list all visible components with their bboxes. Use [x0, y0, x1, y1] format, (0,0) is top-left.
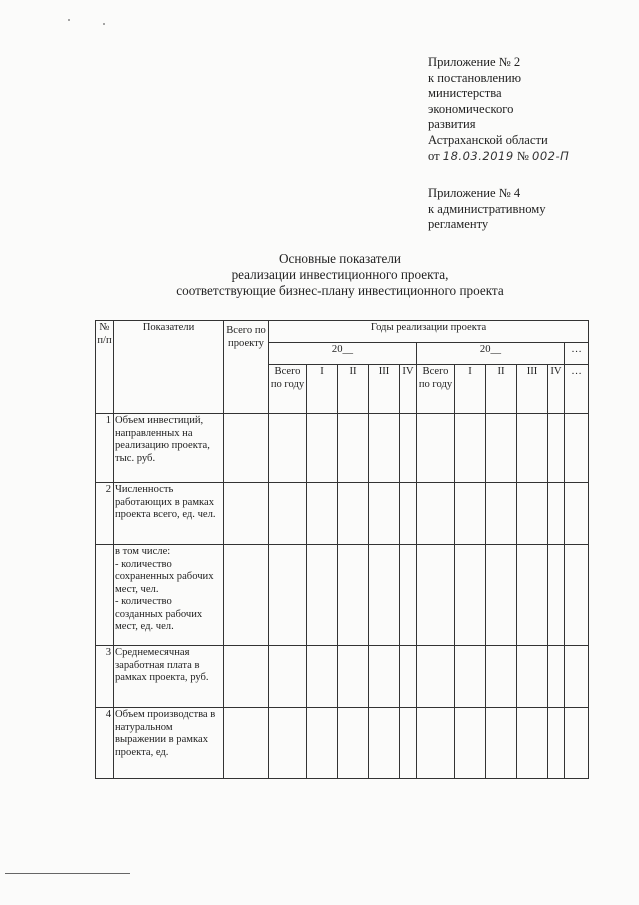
header-year-1: 20__ — [269, 343, 417, 365]
header-quarter: I — [455, 365, 486, 414]
value-cell[interactable] — [417, 708, 455, 779]
value-cell[interactable] — [517, 545, 548, 646]
header-years: Годы реализации проекта — [269, 321, 589, 343]
value-cell[interactable] — [548, 414, 565, 483]
value-cell[interactable] — [224, 646, 269, 708]
ot-label: от — [428, 148, 440, 163]
value-cell[interactable] — [338, 708, 369, 779]
value-cell[interactable] — [307, 646, 338, 708]
value-cell[interactable] — [417, 646, 455, 708]
value-cell[interactable] — [400, 545, 417, 646]
value-cell[interactable] — [455, 708, 486, 779]
value-cell[interactable] — [565, 646, 589, 708]
value-cell[interactable] — [269, 545, 307, 646]
header-year-2: 20__ — [417, 343, 565, 365]
header-more-quarters: … — [565, 365, 589, 414]
value-cell[interactable] — [455, 483, 486, 545]
annex-line: развития — [428, 117, 476, 132]
value-cell[interactable] — [565, 708, 589, 779]
header-quarter: IV — [400, 365, 417, 414]
annex-4-block — [428, 186, 546, 233]
value-cell[interactable] — [224, 545, 269, 646]
handwritten-date: 18.03.2019 — [442, 148, 514, 163]
value-cell[interactable] — [338, 646, 369, 708]
title-line: соответствующие бизнес-плану инвестиционного проекта — [176, 283, 504, 298]
value-cell[interactable] — [517, 414, 548, 483]
value-cell[interactable] — [369, 483, 400, 545]
row-num: 2 — [96, 483, 114, 545]
header-quarter: III — [517, 365, 548, 414]
annex-line: Приложение № 4 — [428, 186, 521, 200]
value-cell[interactable] — [486, 646, 517, 708]
header-total-project: Всего по проекту — [224, 321, 269, 414]
row-indicator: Численность работающих в рамках проекта всего, ед. чел. — [114, 483, 224, 545]
value-cell[interactable] — [548, 708, 565, 779]
value-cell[interactable] — [224, 414, 269, 483]
value-cell[interactable] — [269, 708, 307, 779]
value-cell[interactable] — [400, 483, 417, 545]
header-total-year: Всего по году — [269, 365, 307, 414]
value-cell[interactable] — [548, 545, 565, 646]
value-cell[interactable] — [486, 708, 517, 779]
scan-speck — [103, 23, 105, 25]
value-cell[interactable] — [369, 708, 400, 779]
header-indicators: Показатели — [114, 321, 224, 414]
annex-line: Приложение № 2 — [428, 55, 521, 69]
value-cell[interactable] — [400, 414, 417, 483]
annex-line: регламенту — [428, 217, 489, 232]
row-num: 1 — [96, 414, 114, 483]
table-row — [96, 414, 589, 483]
annex-line: экономического — [428, 101, 514, 116]
value-cell[interactable] — [338, 483, 369, 545]
indicators-table — [95, 320, 589, 779]
value-cell[interactable] — [400, 646, 417, 708]
header-quarter: II — [486, 365, 517, 414]
annex-line: министерства — [428, 86, 502, 101]
value-cell[interactable] — [269, 646, 307, 708]
header-quarter: II — [338, 365, 369, 414]
title-line: реализации инвестиционного проекта, — [231, 267, 449, 282]
table-row — [96, 646, 589, 708]
value-cell[interactable] — [486, 414, 517, 483]
value-cell[interactable] — [517, 646, 548, 708]
header-total-year: Всего по году — [417, 365, 455, 414]
value-cell[interactable] — [486, 545, 517, 646]
header-quarter: IV — [548, 365, 565, 414]
value-cell[interactable] — [269, 414, 307, 483]
row-indicator: Среднемесячная заработная плата в рамках проекта, руб. — [114, 646, 224, 708]
table-row — [96, 545, 589, 646]
row-num — [96, 545, 114, 646]
row-num: 4 — [96, 708, 114, 779]
value-cell[interactable] — [224, 708, 269, 779]
value-cell[interactable] — [417, 483, 455, 545]
value-cell[interactable] — [565, 483, 589, 545]
value-cell[interactable] — [548, 483, 565, 545]
value-cell[interactable] — [417, 414, 455, 483]
value-cell[interactable] — [517, 483, 548, 545]
header-more-years: … — [565, 343, 589, 365]
value-cell[interactable] — [369, 646, 400, 708]
value-cell[interactable] — [338, 414, 369, 483]
value-cell[interactable] — [565, 414, 589, 483]
number-sign: № — [516, 148, 529, 163]
value-cell[interactable] — [338, 545, 369, 646]
table-row — [96, 483, 589, 545]
header-num: № п/п — [96, 321, 114, 414]
value-cell[interactable] — [486, 483, 517, 545]
value-cell[interactable] — [369, 545, 400, 646]
header-quarter: III — [369, 365, 400, 414]
handwritten-number: 002-П — [532, 148, 570, 163]
scan-speck — [68, 19, 70, 21]
annex-date-line — [428, 149, 569, 165]
header-quarter: I — [307, 365, 338, 414]
value-cell[interactable] — [307, 414, 338, 483]
title-line: Основные показатели — [278, 251, 401, 266]
value-cell[interactable] — [517, 708, 548, 779]
annex-line: Астраханской области — [428, 132, 548, 147]
value-cell[interactable] — [548, 646, 565, 708]
document-title — [150, 251, 530, 299]
value-cell[interactable] — [565, 545, 589, 646]
value-cell[interactable] — [369, 414, 400, 483]
value-cell[interactable] — [400, 708, 417, 779]
scan-edge-line — [5, 873, 130, 874]
value-cell[interactable] — [269, 483, 307, 545]
annex-2-block — [428, 55, 569, 164]
annex-line: к административному — [428, 201, 546, 216]
row-indicator: Объем инвестиций, направленных на реализацию проекта, тыс. руб. — [114, 414, 224, 483]
value-cell[interactable] — [455, 414, 486, 483]
value-cell[interactable] — [307, 483, 338, 545]
value-cell[interactable] — [455, 545, 486, 646]
value-cell[interactable] — [224, 483, 269, 545]
row-num: 3 — [96, 646, 114, 708]
annex-line: к постановлению — [428, 70, 522, 85]
row-indicator: в том числе: - количество сохраненных рабочих мест, чел. - количество созданных рабочих мест, ед. чел. — [114, 545, 224, 646]
row-indicator: Объем производства в натуральном выражении в рамках проекта, ед. — [114, 708, 224, 779]
value-cell[interactable] — [417, 545, 455, 646]
value-cell[interactable] — [307, 708, 338, 779]
value-cell[interactable] — [307, 545, 338, 646]
table-row — [96, 708, 589, 779]
value-cell[interactable] — [455, 646, 486, 708]
